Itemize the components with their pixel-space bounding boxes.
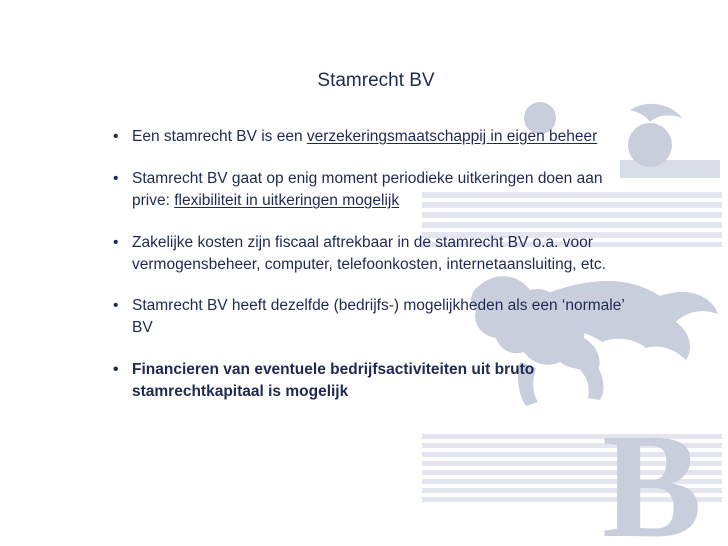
bullet-text: Stamrecht BV gaat op enig moment periodieke uitkeringen doen aan prive: [132,170,603,209]
bullet-item [112,126,632,148]
bullet-text: Financieren van eventuele bedrijfsactiviteiten uit bruto stamrechtkapitaal is mogelijk [132,361,535,400]
bullet-item [112,168,632,212]
bullet-text: Stamrecht BV heeft dezelfde (bedrijfs-) mogelijkheden als een ‘normale’ BV [132,297,625,336]
bullet-item [112,359,632,403]
bullet-underlined-text: flexibiliteit in uitkeringen mogelijk [174,192,400,209]
bullet-item [112,232,632,276]
svg-text:B: B [601,403,703,546]
bullet-text: Zakelijke kosten zijn fiscaal aftrekbaar in de stamrecht BV o.a. voor vermogensbeheer, computer, telefoonkosten, internetaansluiting, etc. [132,234,606,273]
bullet-underlined-text: verzekeringsmaatschappij in eigen beheer [306,128,598,145]
bullet-text: Een stamrecht BV is een [132,128,307,145]
bullet-item [112,295,632,339]
slide-title: Stamrecht BV [317,70,435,91]
bullet-list [112,126,632,403]
